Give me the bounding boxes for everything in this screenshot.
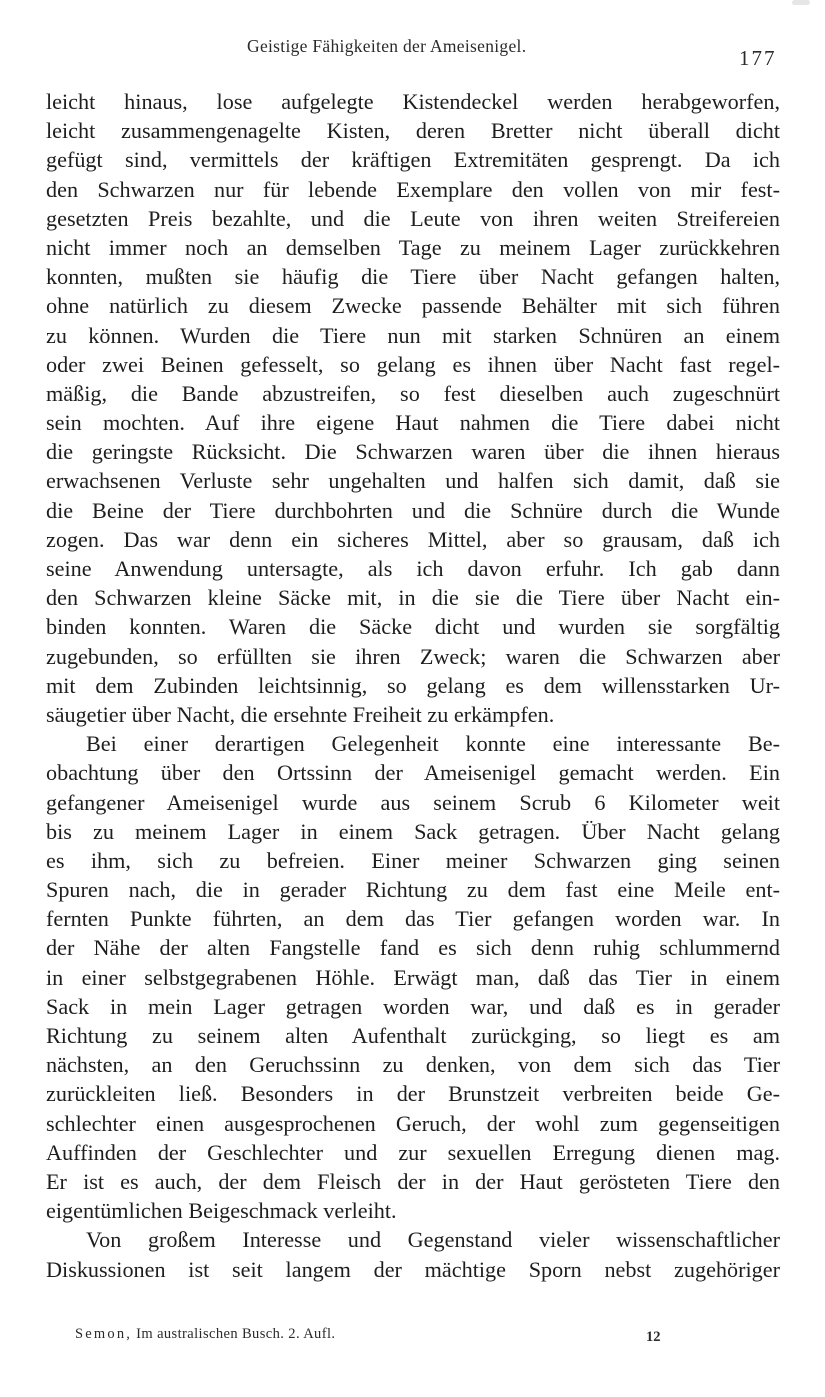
text-line: bis zu meinem Lager in einem Sack getragen. Über Nacht gelang [46, 818, 780, 844]
signature-mark: 12 [646, 1329, 661, 1345]
text-line: leicht hinaus, lose aufgelegte Kistendeckel werden herabgeworfen, [46, 89, 780, 114]
footer-book-title: Im australischen Busch. 2. Aufl. [136, 1326, 336, 1342]
text-line: die geringste Rücksicht. Die Schwarzen waren über die ihnen hieraus [46, 439, 780, 465]
text-line: ohne natürlich zu diesem Zwecke passende Behälter mit sich führen [46, 293, 780, 319]
running-head-title: Geistige Fähigkeiten der Ameisenigel. [247, 36, 527, 56]
text-line: obachtung über den Ortssinn der Ameisenigel gemacht werden. Ein [46, 760, 780, 786]
text-line: leicht zusammengenagelte Kisten, deren Bretter nicht überall dicht [46, 118, 780, 144]
paragraph [46, 1225, 780, 1283]
text-line: Auffinden der Geschlechter und zur sexuellen Erregung dienen mag. [46, 1139, 780, 1165]
text-line: zugebunden, so erfüllten sie ihren Zweck; waren die Schwarzen aber [46, 643, 780, 669]
text-line: nächsten, an den Geruchssinn zu denken, von dem sich das Tier [46, 1052, 780, 1078]
text-line: der Nähe der alten Fangstelle fand es sich denn ruhig schlummernd [46, 935, 780, 961]
text-line: es ihm, sich zu befreien. Einer meiner Schwarzen ging seinen [46, 847, 780, 873]
text-line: Bei einer derartigen Gelegenheit konnte eine interessante Be- [86, 731, 780, 757]
text-line: Richtung zu seinem alten Aufenthalt zurückging, so liegt es am [46, 1023, 780, 1048]
paragraph [46, 87, 780, 729]
text-line: Er ist es auch, der dem Fleisch der in der Haut gerösteten Tiere den [46, 1168, 780, 1194]
body-text [46, 87, 780, 1284]
page-number: 177 [739, 46, 777, 70]
text-line: Sack in mein Lager getragen worden war, und daß es in gerader [46, 993, 780, 1019]
text-line: Spuren nach, die in gerader Richtung zu dem fast eine Meile ent- [46, 877, 780, 903]
scan-artifact [792, 0, 810, 5]
footer-author: Semon, [75, 1326, 133, 1342]
text-line: zogen. Das war denn ein sicheres Mittel, aber so grausam, daß ich [46, 526, 780, 552]
text-line: die Beine der Tiere durchbohrten und die Schnüre durch die Wunde [46, 497, 780, 523]
text-line: oder zwei Beinen gefesselt, so gelang es ihnen über Nacht fast regel- [46, 351, 780, 377]
text-line: säugetier über Nacht, die ersehnte Freiheit zu erkämpfen. [46, 701, 555, 727]
text-line: konnten, mußten sie häufig die Tiere über Nacht gefangen halten, [46, 264, 780, 290]
text-line: zurückleiten ließ. Besonders in der Brunstzeit verbreiten beide Ge- [46, 1081, 780, 1107]
text-line: seine Anwendung untersagte, als ich davon erfuhr. Ich gab dann [46, 556, 780, 581]
text-line: Diskussionen ist seit langem der mächtige Sporn nebst zugehöriger [46, 1256, 780, 1282]
text-line: den Schwarzen nur für lebende Exemplare den vollen von mir fest- [46, 176, 780, 202]
text-line: den Schwarzen kleine Säcke mit, in die sie die Tiere über Nacht ein- [46, 585, 780, 611]
text-line: eigentümlichen Beigeschmack verleiht. [46, 1198, 397, 1224]
text-line: nicht immer noch an demselben Tage zu meinem Lager zurückkehren [46, 234, 780, 260]
text-line: gefangener Ameisenigel wurde aus seinem Scrub 6 Kilometer weit [46, 789, 780, 815]
text-line: fernten Punkte führten, an dem das Tier gefangen worden war. In [46, 906, 780, 932]
text-line: Von großem Interesse und Gegenstand vieler wissenschaftlicher [86, 1227, 780, 1253]
text-line: schlechter einen ausgesprochenen Geruch, der wohl zum gegenseitigen [46, 1110, 780, 1136]
paragraph [46, 729, 780, 1225]
text-line: binden konnten. Waren die Säcke dicht und wurden sie sorgfältig [46, 614, 780, 640]
text-line: gefügt sind, vermittels der kräftigen Extremitäten gesprengt. Da ich [46, 147, 780, 173]
text-line: erwachsenen Verluste sehr ungehalten und halfen sich damit, daß sie [46, 468, 780, 494]
text-line: in einer selbstgegrabenen Höhle. Erwägt man, daß das Tier in einem [46, 964, 780, 990]
text-line: zu können. Wurden die Tiere nun mit starken Schnüren an einem [46, 322, 780, 348]
footer-citation [75, 1326, 335, 1343]
text-line: mit dem Zubinden leichtsinnig, so gelang es dem willensstarken Ur- [46, 672, 780, 698]
text-line: mäßig, die Bande abzustreifen, so fest dieselben auch zugeschnürt [46, 380, 780, 406]
text-line: sein mochten. Auf ihre eigene Haut nahmen die Tiere dabei nicht [46, 410, 780, 436]
text-line: gesetzten Preis bezahlte, und die Leute von ihren weiten Streifereien [46, 205, 780, 231]
